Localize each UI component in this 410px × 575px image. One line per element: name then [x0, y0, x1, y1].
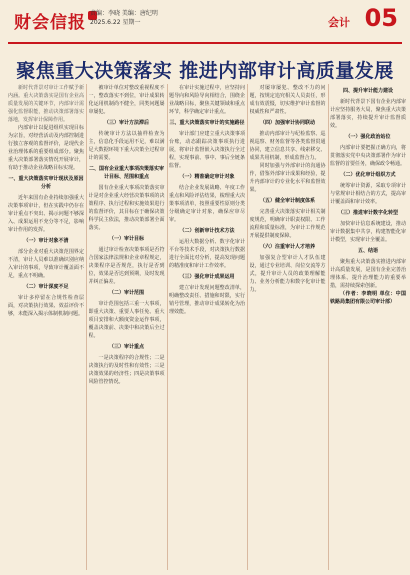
body-paragraph: 近年来国有企业持续加强重大决策事项审计，但在实践中仍存在审计重点不突出、揭示问题不够深入、成果运用不充分等不足，影响审计作用的发挥。	[8, 195, 84, 233]
page-number: 05	[364, 4, 398, 32]
lead-paragraph: 新时代背景对审计工作赋予新内涵。重大决策落实是国有企业高质量发展的关键环节，内部审计需强化监督职能，推动决策部署落实落地，发挥审计保障作用。	[8, 85, 84, 123]
article-column	[169, 84, 245, 570]
section-heading: （三）推进审计数字化转型	[337, 210, 398, 216]
date-line: 2025.6.22 星期一	[90, 19, 141, 26]
body-paragraph: 聚焦重大决策落实推进内部审计高质量发展，是国有企业完善治理体系、提升治理能力的重要举措，需持续探索创新。	[330, 259, 406, 289]
body-paragraph: 内部审计以促进组织实现目标为宗旨，对经营活动及内部控制进行独立客观的监督评价，是现代企业治理体系的重要组成部分。聚焦重大决策部署落实情况开展审计，有助于推动企业战略目标实现。	[8, 125, 84, 171]
body-paragraph: 建立审计发现问题整改清单，明确整改责任、措施和时限，实行销号管理，推动审计成果转化为治理效能。	[169, 285, 245, 315]
section-heading: （五）健全审计制度体系	[259, 198, 315, 204]
section-heading: 四、提升审计能力建设	[342, 88, 393, 94]
section-heading: （三）审计方法滞后	[103, 120, 149, 126]
body-paragraph: 审计多停留在合规性检查层面，对决策执行效果、效益评价不够，未能深入揭示体制机制问题。	[8, 295, 84, 317]
body-paragraph: 在审计实施过程中，应坚持问题导向和风险导向相结合，围绕企业战略目标，聚焦关键领域和重点环节，科学确定审计重点。	[169, 85, 245, 115]
section-heading: （二）优化审计组织方式	[340, 172, 396, 178]
body-paragraph: 一是决策程序的合规性；二是决策执行的及时性和有效性；三是决策效果的经济性；四是决策事项风险管控情况。	[88, 355, 165, 385]
body-paragraph: 结合企业发展战略、年度工作重点和风险评估结果，梳理重大决策事项清单，按照重要性原则分类分级确定审计对象，确保应审尽审。	[169, 185, 245, 223]
body-paragraph: 审计范围包括三重一大事项，即重大决策、重要人事任免、重大项目安排和大额度资金运作事项，覆盖决策前、决策中和决策后全过程。	[88, 301, 165, 339]
column-divider	[86, 84, 87, 570]
section-heading: （一）精准确定审计对象	[179, 174, 235, 180]
article-column	[8, 84, 84, 570]
masthead-logo	[14, 8, 97, 33]
body-paragraph: 内部审计要把握正确方向，将贯彻落实党中央决策部署作为审计监督的首要任务，确保政令畅通。	[330, 145, 406, 167]
body-paragraph: 统筹审计资源，采取专项审计与常规审计相结合的方式，提高审计覆盖面和审计效率。	[330, 183, 406, 205]
section-heading: （二）创新审计技术方法	[179, 228, 235, 234]
section-label: 会计	[328, 16, 350, 29]
body-paragraph: 加强复合型审计人才队伍建设，通过专业培训、岗位交流等方式，提升审计人员的政策理解能力、业务分析能力和数字化审计能力。	[249, 255, 326, 293]
editor-line: 责编：李晓 美编：唐纪明	[90, 10, 158, 17]
body-paragraph: 审计部门应建立重大决策事项台账，动态跟踪决策事项执行进展，将审计监督嵌入决策执行全过程，实现事前、事中、事后全链条监督。	[169, 131, 245, 169]
body-paragraph: 完善重大决策落实审计相关制度规范，明确审计职责权限、工作流程和质量标准，为审计工作规范开展提供制度保障。	[249, 209, 326, 239]
section-heading: （六）注重审计人才培养	[259, 244, 315, 250]
section-heading: 五、结语	[357, 248, 378, 254]
body-paragraph: 国有企业重大事项决策落实审计是对企业重大经营决策事项的决策程序、执行过程和实施效果进行的监督评价，其目标在于确保决策科学民主依法，推动决策部署全面落实。	[88, 185, 165, 231]
section-heading: （四）加强审计协同联动	[259, 120, 315, 126]
editor-info	[90, 9, 158, 27]
body-paragraph: 对屡审屡犯、整改不力的问题，按规定追究相关人员责任，形成有效震慑，切实维护审计监督的权威性和严肃性。	[249, 85, 326, 115]
masthead	[8, 2, 402, 44]
section-heading: 一、重大决策落实审计现状及原因分析	[8, 176, 84, 190]
article-column	[89, 84, 165, 570]
logo-text: 财会信报	[14, 13, 86, 33]
body-paragraph: 被审计单位对整改重视程度不一，整改落实不到位，审计成果转化运用机制尚不健全，同类问题屡审屡犯。	[88, 85, 165, 115]
section-heading: 三、重大决策落实审计的实施路径	[169, 120, 245, 126]
section-heading: （二）审计范围	[108, 290, 144, 296]
section-heading: （一）强化政治站位	[345, 134, 391, 140]
section-heading: （一）审计目标	[108, 236, 144, 242]
body-paragraph: 部分企业对重大决策范围界定不清，审计人员难以准确识别应纳入审计的事项，导致审计覆盖面不足，重点不明确。	[8, 249, 84, 279]
section-heading: （二）审计深度不足	[23, 284, 69, 290]
article-body	[8, 84, 406, 570]
article-column	[330, 84, 406, 570]
body-paragraph: 加快审计信息系统建设，推动审计数据集中共享，构建智能化审计模型，实现审计全覆盖。	[330, 221, 406, 243]
section-heading: （三）强化审计成果运用	[179, 274, 235, 280]
body-paragraph: 推动内部审计与纪检监察、巡视巡察、财务监督等各类监督贯通协同，建立信息共享、线索移交、成果共用机制，形成监督合力。	[249, 131, 326, 161]
section-heading: 二、国有企业重大事项决策落实审计目标、范围和重点	[88, 166, 164, 180]
body-paragraph: 通过审计检查决策事项是否符合国家法律法规和企业章程规定，决策程序是否规范，执行是否到位，效果是否达到预期，及时发现并纠正偏差。	[88, 247, 165, 285]
article-column	[250, 84, 326, 570]
column-divider	[328, 84, 329, 570]
column-divider	[247, 84, 248, 570]
body-paragraph: 同时加强与外部审计的沟通协作，借鉴外部审计成果和经验，提升内部审计的专业化水平和监督效果。	[249, 163, 326, 193]
body-paragraph: 运用大数据分析、数字化审计平台等技术手段，对决策执行数据进行全面比对分析，提高发现问题的精准度和审计工作效率。	[169, 239, 245, 269]
body-paragraph: 传统审计方法以抽样检查为主，信息化手段运用不足，难以满足大数据环境下重大决策全过程审计的需要。	[88, 131, 165, 161]
body-paragraph: 新时代背景下国有企业内部审计应坚持服务大局，聚焦重大决策部署落实，持续提升审计监督质效。	[330, 99, 406, 129]
column-divider	[167, 84, 168, 570]
article-headline: 聚焦重大决策落实 推进内部审计高质量发展	[16, 60, 394, 82]
section-heading: （一）审计对象不清	[23, 238, 69, 244]
author-note: （作者：李晓明 单位：中国铁路局集团有限公司审计部）	[330, 291, 406, 305]
section-heading: （三）审计重点	[108, 344, 144, 350]
